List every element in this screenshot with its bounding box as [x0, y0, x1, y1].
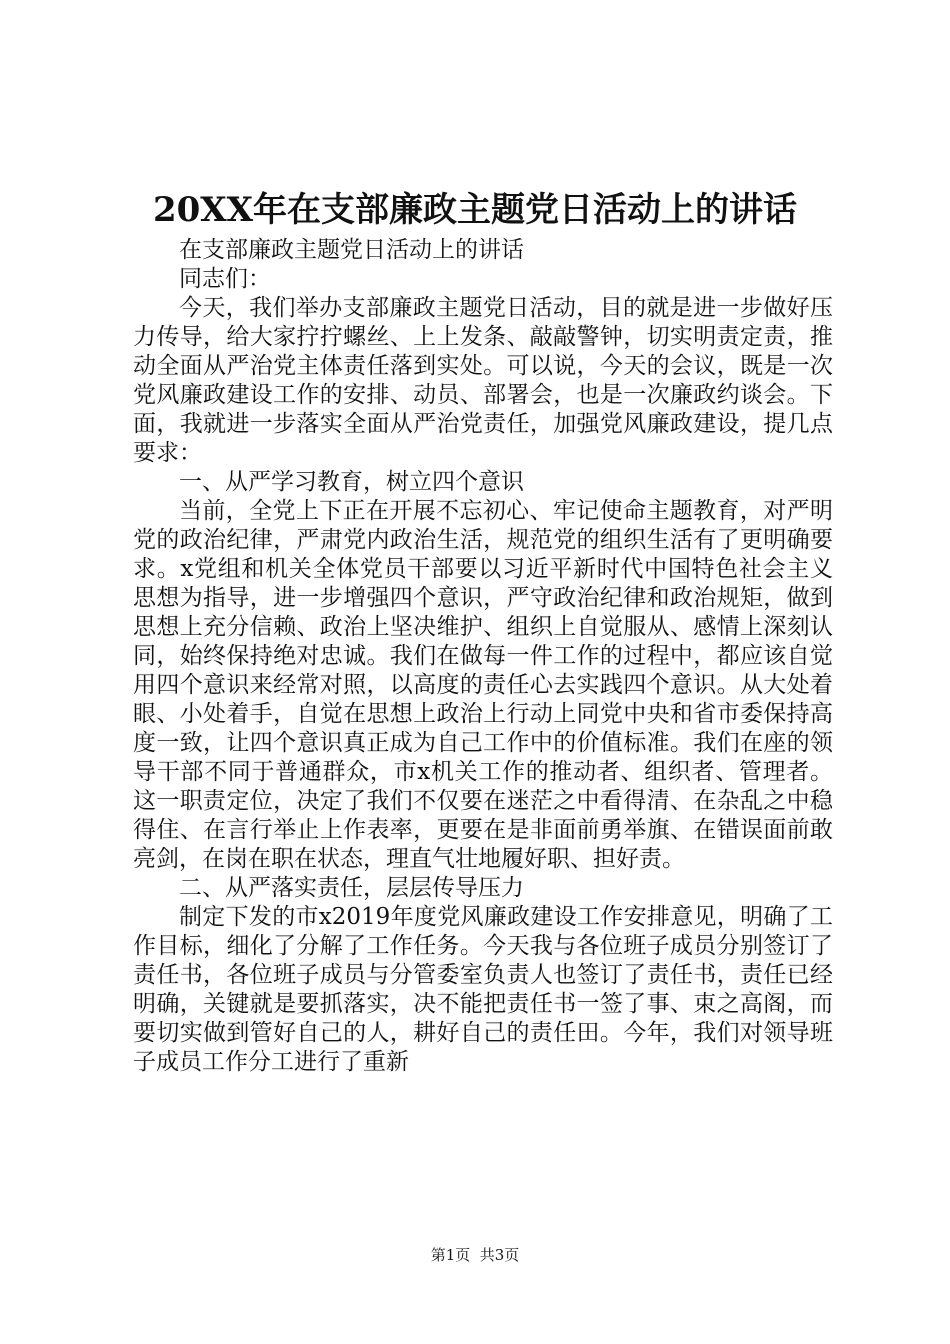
section-1-paragraph: 当前，全党上下正在开展不忘初心、牢记使命主题教育，对严明党的政治纪律，严肃党内政治生活，规范党的组织生活有了更明确要求。x党组和机关全体党员干部要以习近平新时代中国特色社会主义思想为指导，进一步增强四个意识，严守政治纪律和政治规矩，做到思想上充分信赖、政治上坚决维护、组织上自觉服从、感情上深刻认同，始终保持绝对忠诚。我们在做每一件工作的过程中，都应该自觉用四个意识来经常对照，以高度的责任心去实践四个意识。从大处着眼、小处着手，自觉在思想上政治上行动上同党中央和省市委保持高度一致，让四个意识真正成为自己工作中的价值标准。我们在座的领导干部不同于普通群众，市x机关工作的推动者、组织者、管理者。这一职责定位，决定了我们不仅要在迷茫之中看得清、在杂乱之中稳得住、在言行举止上作表率，更要在是非面前勇举旗、在错误面前敢亮剑，在岗在职在状态，理直气壮地履好职、担好责。	[133, 498, 833, 872]
subtitle-paragraph: 在支部廉政主题党日活动上的讲话	[179, 237, 524, 263]
page-number-footer: 第1页 共3页	[430, 1246, 520, 1264]
document-title: 20XX年在支部廉政主题党日活动上的讲话	[152, 190, 798, 230]
section-2-paragraph: 制定下发的市x2019年度党风廉政建设工作安排意见，明确了工作目标，细化了分解了工作任务。今天我与各位班子成员分别签订了责任书，各位班子成员与分管委室负责人也签订了责任书，责任已经明确，关键就是要抓落实，决不能把责任书一签了事、束之高阁，而要切实做到管好自己的人，耕好自己的责任田。今年，我们对领导班子成员工作分工进行了重新	[133, 904, 833, 1075]
salutation-paragraph: 同志们：	[179, 266, 271, 292]
section-heading-1: 一、从严学习教育，树立四个意识	[179, 469, 524, 495]
section-heading-2: 二、从严落实责任，层层传导压力	[179, 875, 524, 901]
intro-paragraph: 今天，我们举办支部廉政主题党日活动，目的就是进一步做好压力传导，给大家拧拧螺丝、上上发条、敲敲警钟，切实明责定责，推动全面从严治党主体责任落到实处。可以说，今天的会议，既是一次党风廉政建设工作的安排、动员、部署会，也是一次廉政约谈会。下面，我就进一步落实全面从严治党责任，加强党风廉政建设，提几点要求：	[133, 295, 833, 466]
document-body	[133, 236, 833, 1077]
